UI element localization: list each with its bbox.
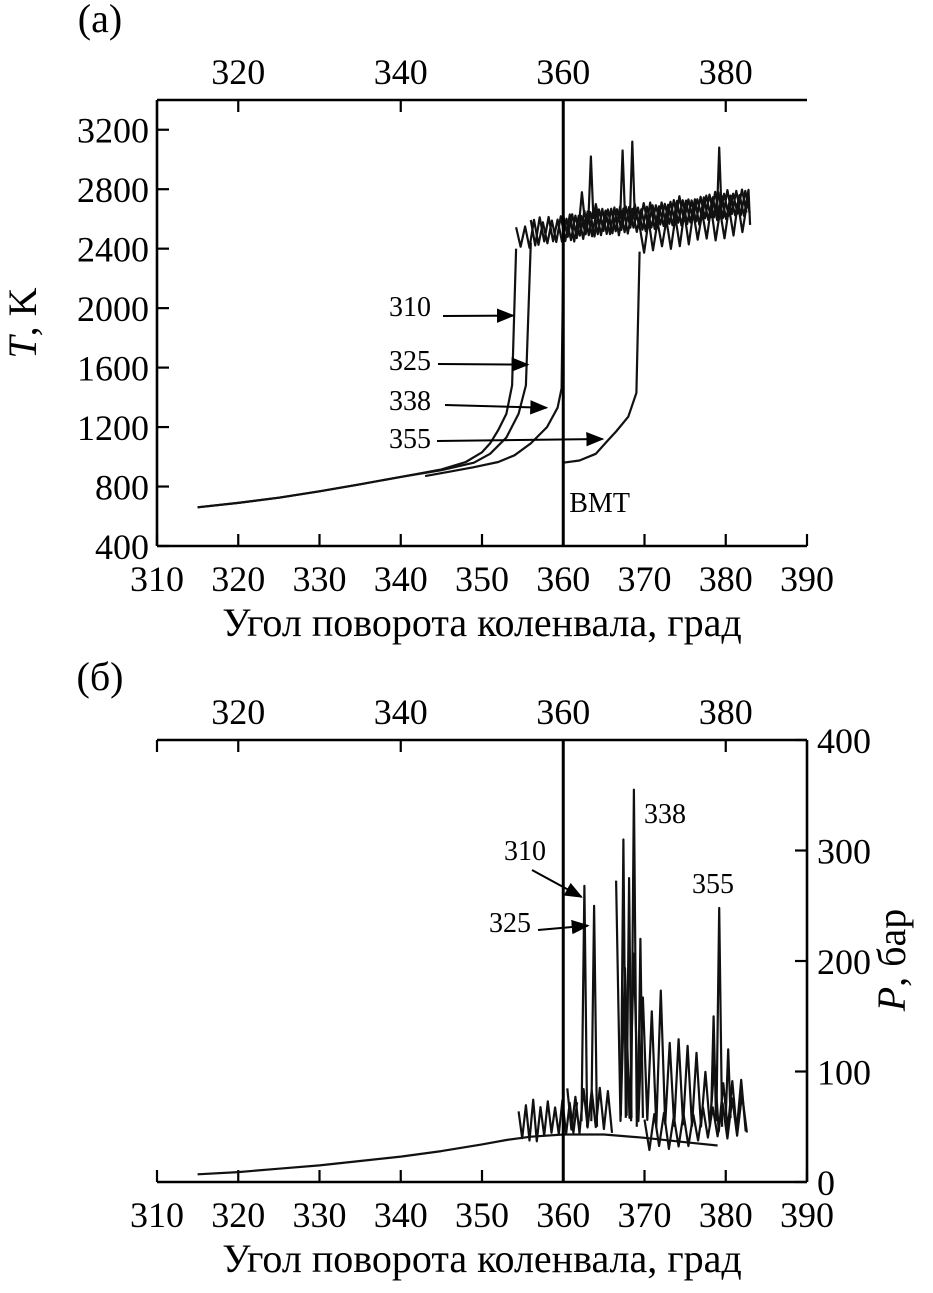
- series-spike: [580, 192, 585, 219]
- y-tick-label: 1600: [77, 348, 149, 389]
- peak-325: [591, 906, 597, 1127]
- panel-1-axes: [130, 692, 871, 1281]
- top-tick-label: 380: [698, 52, 753, 92]
- y-tick-label: 0: [817, 1163, 835, 1203]
- y-tick-label: 3200: [77, 110, 149, 151]
- panel-a-label: (a): [77, 0, 123, 41]
- series-spike: [588, 157, 593, 219]
- peak-label-338: 338: [644, 799, 686, 830]
- y-tick-label: 300: [817, 831, 871, 872]
- x-axis-title: Угол поворота коленвала, град: [222, 600, 742, 645]
- y-tick-label: 100: [817, 1052, 871, 1093]
- y-tick-label: 2800: [77, 170, 149, 211]
- y-tick-label: 1200: [77, 408, 149, 449]
- top-tick-label: 340: [373, 692, 428, 732]
- x-axis-title: Угол поворота коленвала, град: [222, 1236, 742, 1281]
- y-axis-title-symbol: T: [0, 336, 45, 359]
- peak-arrow-310: [532, 870, 581, 897]
- x-tick-label: 370: [617, 559, 672, 599]
- x-tick-label: 350: [455, 559, 509, 599]
- top-tick-label: 320: [211, 52, 266, 92]
- x-tick-label: 340: [373, 559, 428, 599]
- y-tick-label: 800: [95, 467, 149, 508]
- top-tick-label: 320: [211, 692, 266, 732]
- top-tick-label: 340: [373, 52, 428, 92]
- y-tick-label: 2000: [77, 289, 149, 330]
- y-tick-label: 2400: [77, 229, 149, 270]
- y-tick-label: 200: [817, 942, 871, 982]
- panel-b-series: [198, 790, 747, 1175]
- x-tick-label: 320: [211, 559, 266, 599]
- panel-b-label: (б): [76, 654, 124, 699]
- x-tick-label: 380: [698, 559, 753, 599]
- x-tick-label: 310: [130, 559, 184, 599]
- peak-355: [716, 908, 722, 1127]
- series-355-rise: [563, 252, 639, 463]
- y-axis-title: [0, 287, 45, 358]
- series-arrow-325: [438, 364, 528, 365]
- series-spike: [630, 142, 635, 219]
- y-tick-label: 400: [95, 527, 149, 567]
- panel-a-series: [198, 142, 751, 508]
- series-label-355: 355: [389, 424, 431, 455]
- top-tick-label: 360: [536, 692, 591, 732]
- series-325-rise: [198, 243, 531, 508]
- y-axis-title-unit: , бар: [869, 908, 914, 987]
- x-tick-label: 390: [780, 559, 834, 599]
- x-tick-label: 340: [373, 1195, 428, 1235]
- series-arrow-338: [445, 405, 546, 408]
- x-tick-label: 330: [292, 559, 347, 599]
- tdc-label: ВМТ: [569, 488, 630, 519]
- pressure-osc-late: [645, 1094, 747, 1150]
- x-tick-label: 370: [617, 1195, 672, 1235]
- x-tick-label: 330: [292, 1195, 347, 1235]
- y-axis-title-symbol: P: [869, 986, 914, 1012]
- series-arrow-355: [437, 439, 603, 441]
- pressure-base-curve: [198, 1135, 718, 1175]
- top-tick-label: 360: [536, 52, 591, 92]
- x-tick-label: 380: [698, 1195, 753, 1235]
- series-label-325: 325: [389, 346, 431, 377]
- x-tick-label: 350: [455, 1195, 509, 1235]
- peak-label-310: 310: [504, 836, 546, 867]
- x-tick-label: 360: [536, 559, 591, 599]
- x-tick-label: 390: [780, 1195, 834, 1235]
- top-tick-label: 380: [698, 692, 753, 732]
- secondary-peak: [726, 1049, 731, 1118]
- series-label-338: 338: [389, 386, 431, 417]
- x-tick-label: 310: [130, 1195, 184, 1235]
- y-axis-title: [869, 909, 914, 1013]
- panel-0-axes: [77, 52, 834, 645]
- peak-label-355: 355: [692, 869, 734, 900]
- peak-label-325: 325: [489, 908, 531, 939]
- x-tick-label: 360: [536, 1195, 591, 1235]
- y-axis-title-unit: , K: [0, 287, 45, 337]
- secondary-peak: [621, 840, 626, 1118]
- series-label-310: 310: [389, 292, 431, 323]
- x-tick-label: 320: [211, 1195, 266, 1235]
- y-tick-label: 400: [817, 721, 871, 761]
